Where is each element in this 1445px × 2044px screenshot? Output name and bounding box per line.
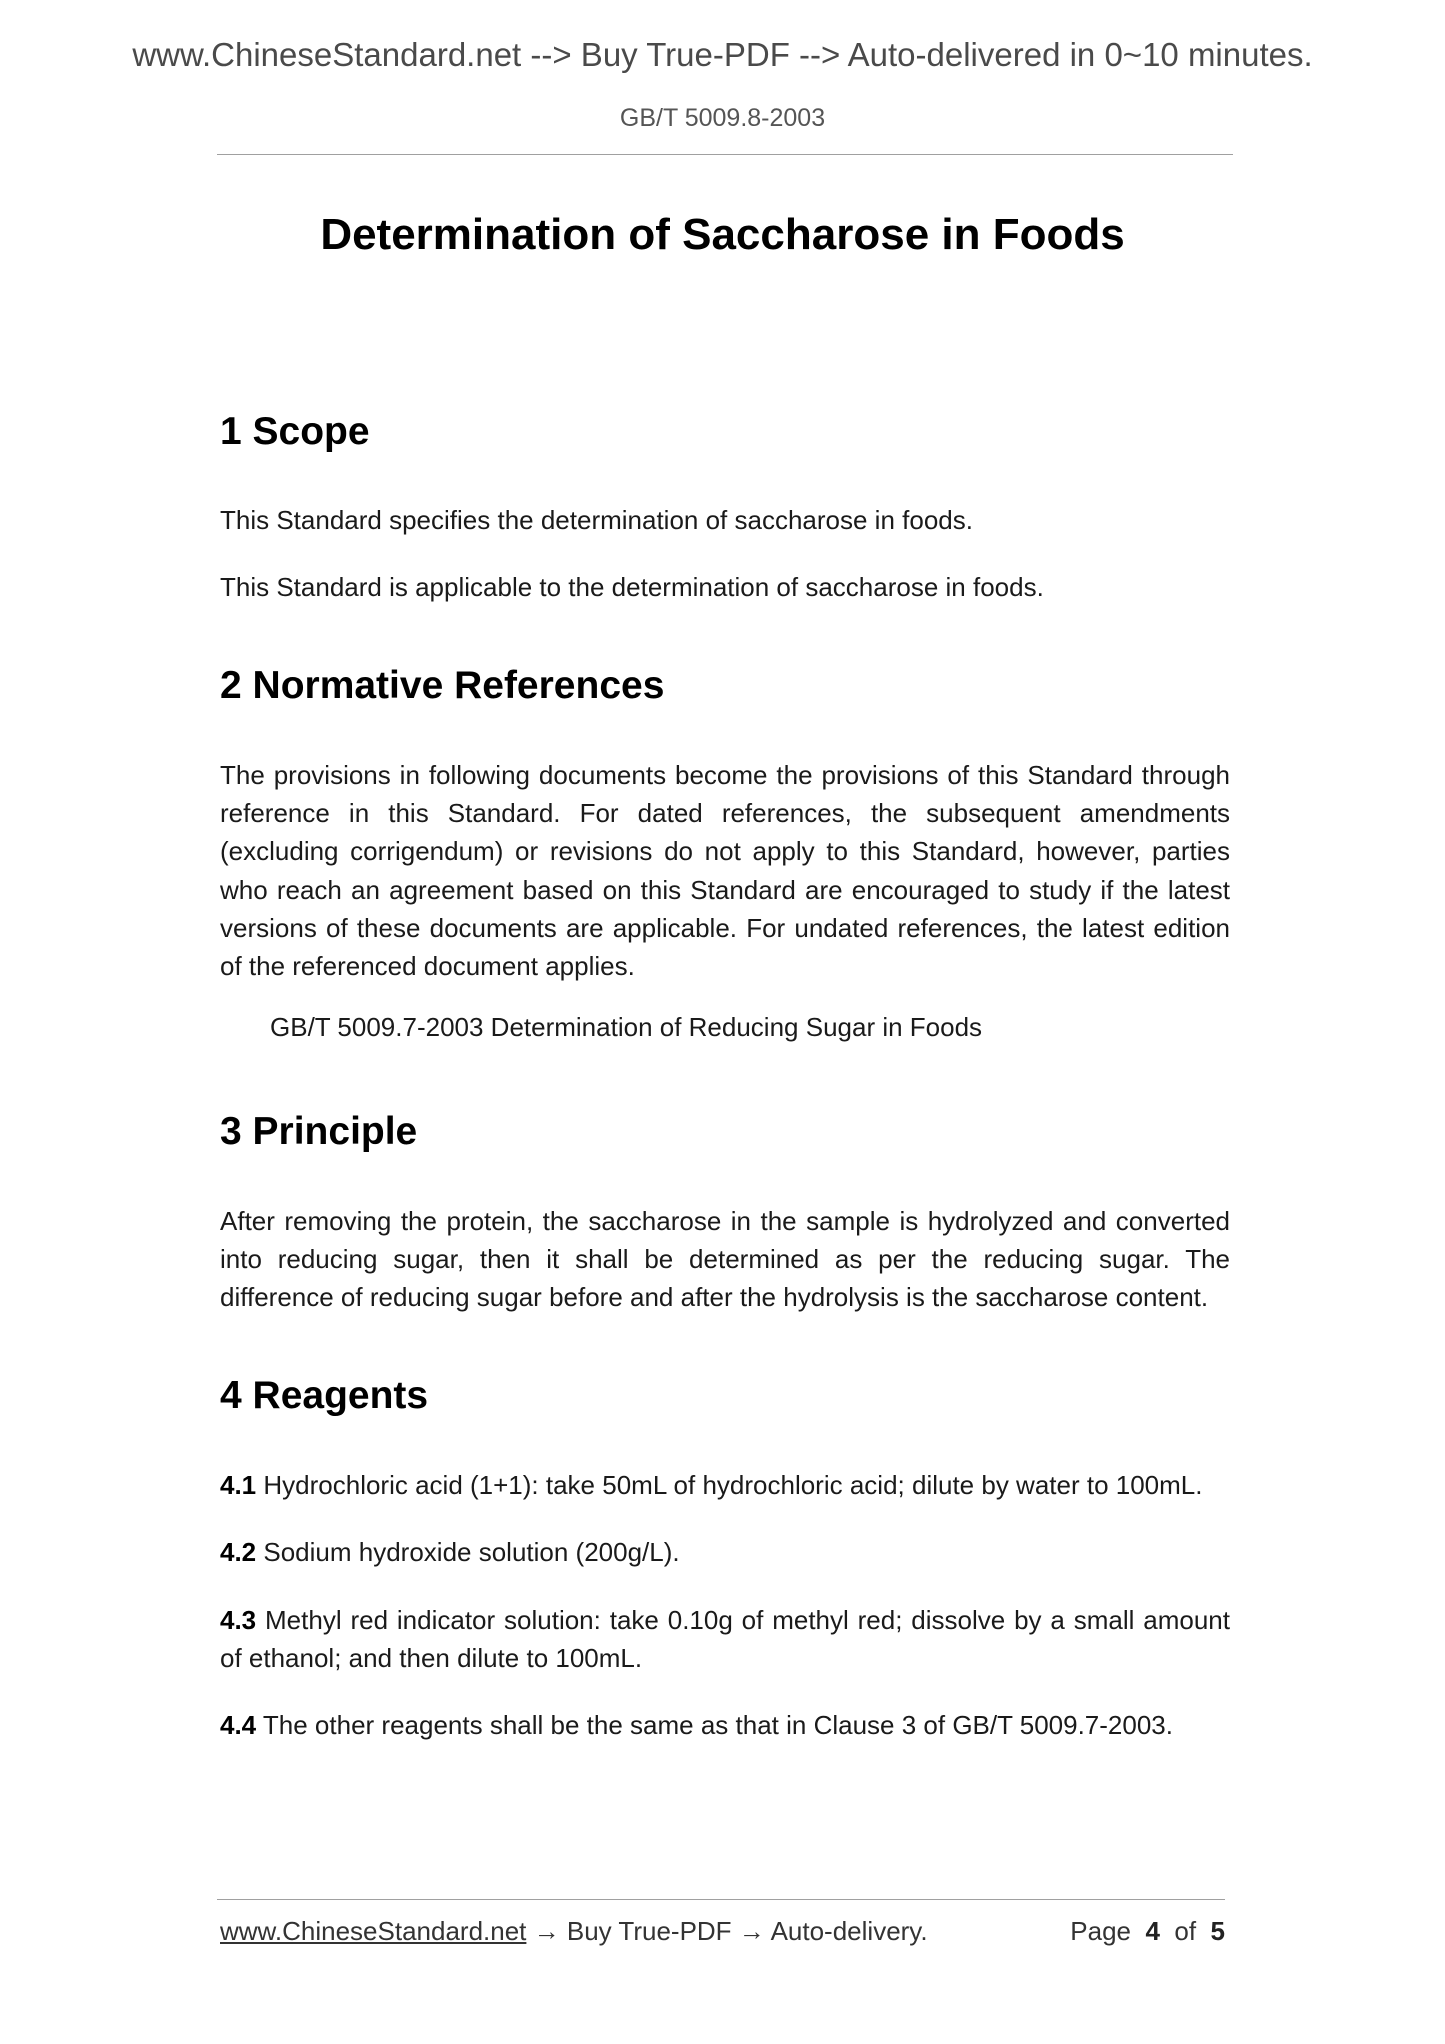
page-indicator (1070, 1916, 1225, 1947)
page-label: Page (1070, 1916, 1132, 1946)
of-label: of (1174, 1916, 1197, 1946)
reagent-item (220, 1533, 1230, 1571)
top-banner-link[interactable]: www.ChineseStandard.net --> Buy True-PDF --> Auto-delivered in 0~10 minutes. (132, 36, 1313, 73)
section-heading-principle: 3 Principle (220, 1110, 418, 1153)
page-current: 4 (1145, 1916, 1160, 1946)
footer-tagline: → Buy True-PDF → Auto-delivery. (526, 1916, 928, 1946)
document-code: GB/T 5009.8-2003 (619, 104, 826, 132)
reagent-number: 4.4 (220, 1710, 257, 1740)
reagent-number: 4.2 (220, 1537, 257, 1567)
section-heading-reagents: 4 Reagents (220, 1374, 429, 1417)
reagent-text: Hydrochloric acid (1+1): take 50mL of hydrochloric acid; dilute by water to 100mL. (256, 1470, 1203, 1500)
document-title: Determination of Saccharose in Foods (320, 210, 1125, 259)
reagent-item (220, 1601, 1230, 1677)
normative-paragraph: The provisions in following documents become the provisions of this Standard through reference in this Standard. For dated references, the subsequent amendments (excluding corrigendum) or revisions do not apply to this Standard, however, parties who reach an agreement based on this Standard are encouraged to study if the latest versions of these documents are applicable. For undated references, the latest edition of the referenced document applies. (220, 760, 1230, 982)
reagent-text: Sodium hydroxide solution (200g/L). (256, 1537, 680, 1567)
reagent-number: 4.3 (220, 1605, 257, 1635)
reagent-text: Methyl red indicator solution: take 0.10g of methyl red; dissolve by a small amount of ethanol; and then dilute to 100mL. (220, 1605, 1230, 1674)
page-total: 5 (1210, 1916, 1225, 1946)
principle-paragraph: After removing the protein, the saccharose in the sample is hydrolyzed and converted into reducing sugar, then it shall be determined as per the reducing sugar. The difference of reducing sugar before and after the hydrolysis is the saccharose content. (220, 1206, 1230, 1313)
normative-reference-item: GB/T 5009.7-2003 Determination of Reducing Sugar in Foods (270, 1012, 983, 1042)
reagent-text: The other reagents shall be the same as that in Clause 3 of GB/T 5009.7-2003. (256, 1710, 1173, 1740)
footer-divider (217, 1899, 1225, 1900)
header-divider (217, 154, 1233, 155)
reagent-number: 4.1 (220, 1470, 257, 1500)
footer-promo (220, 1916, 928, 1947)
reagent-item (220, 1706, 1230, 1744)
reagent-item (220, 1466, 1230, 1504)
section-heading-normative-references: 2 Normative References (220, 664, 665, 707)
scope-paragraph-1: This Standard specifies the determination of saccharose in foods. (220, 505, 973, 535)
section-heading-scope: 1 Scope (220, 410, 370, 453)
scope-paragraph-2: This Standard is applicable to the determination of saccharose in foods. (220, 572, 1044, 602)
footer-site-link[interactable]: www.ChineseStandard.net (220, 1916, 527, 1946)
